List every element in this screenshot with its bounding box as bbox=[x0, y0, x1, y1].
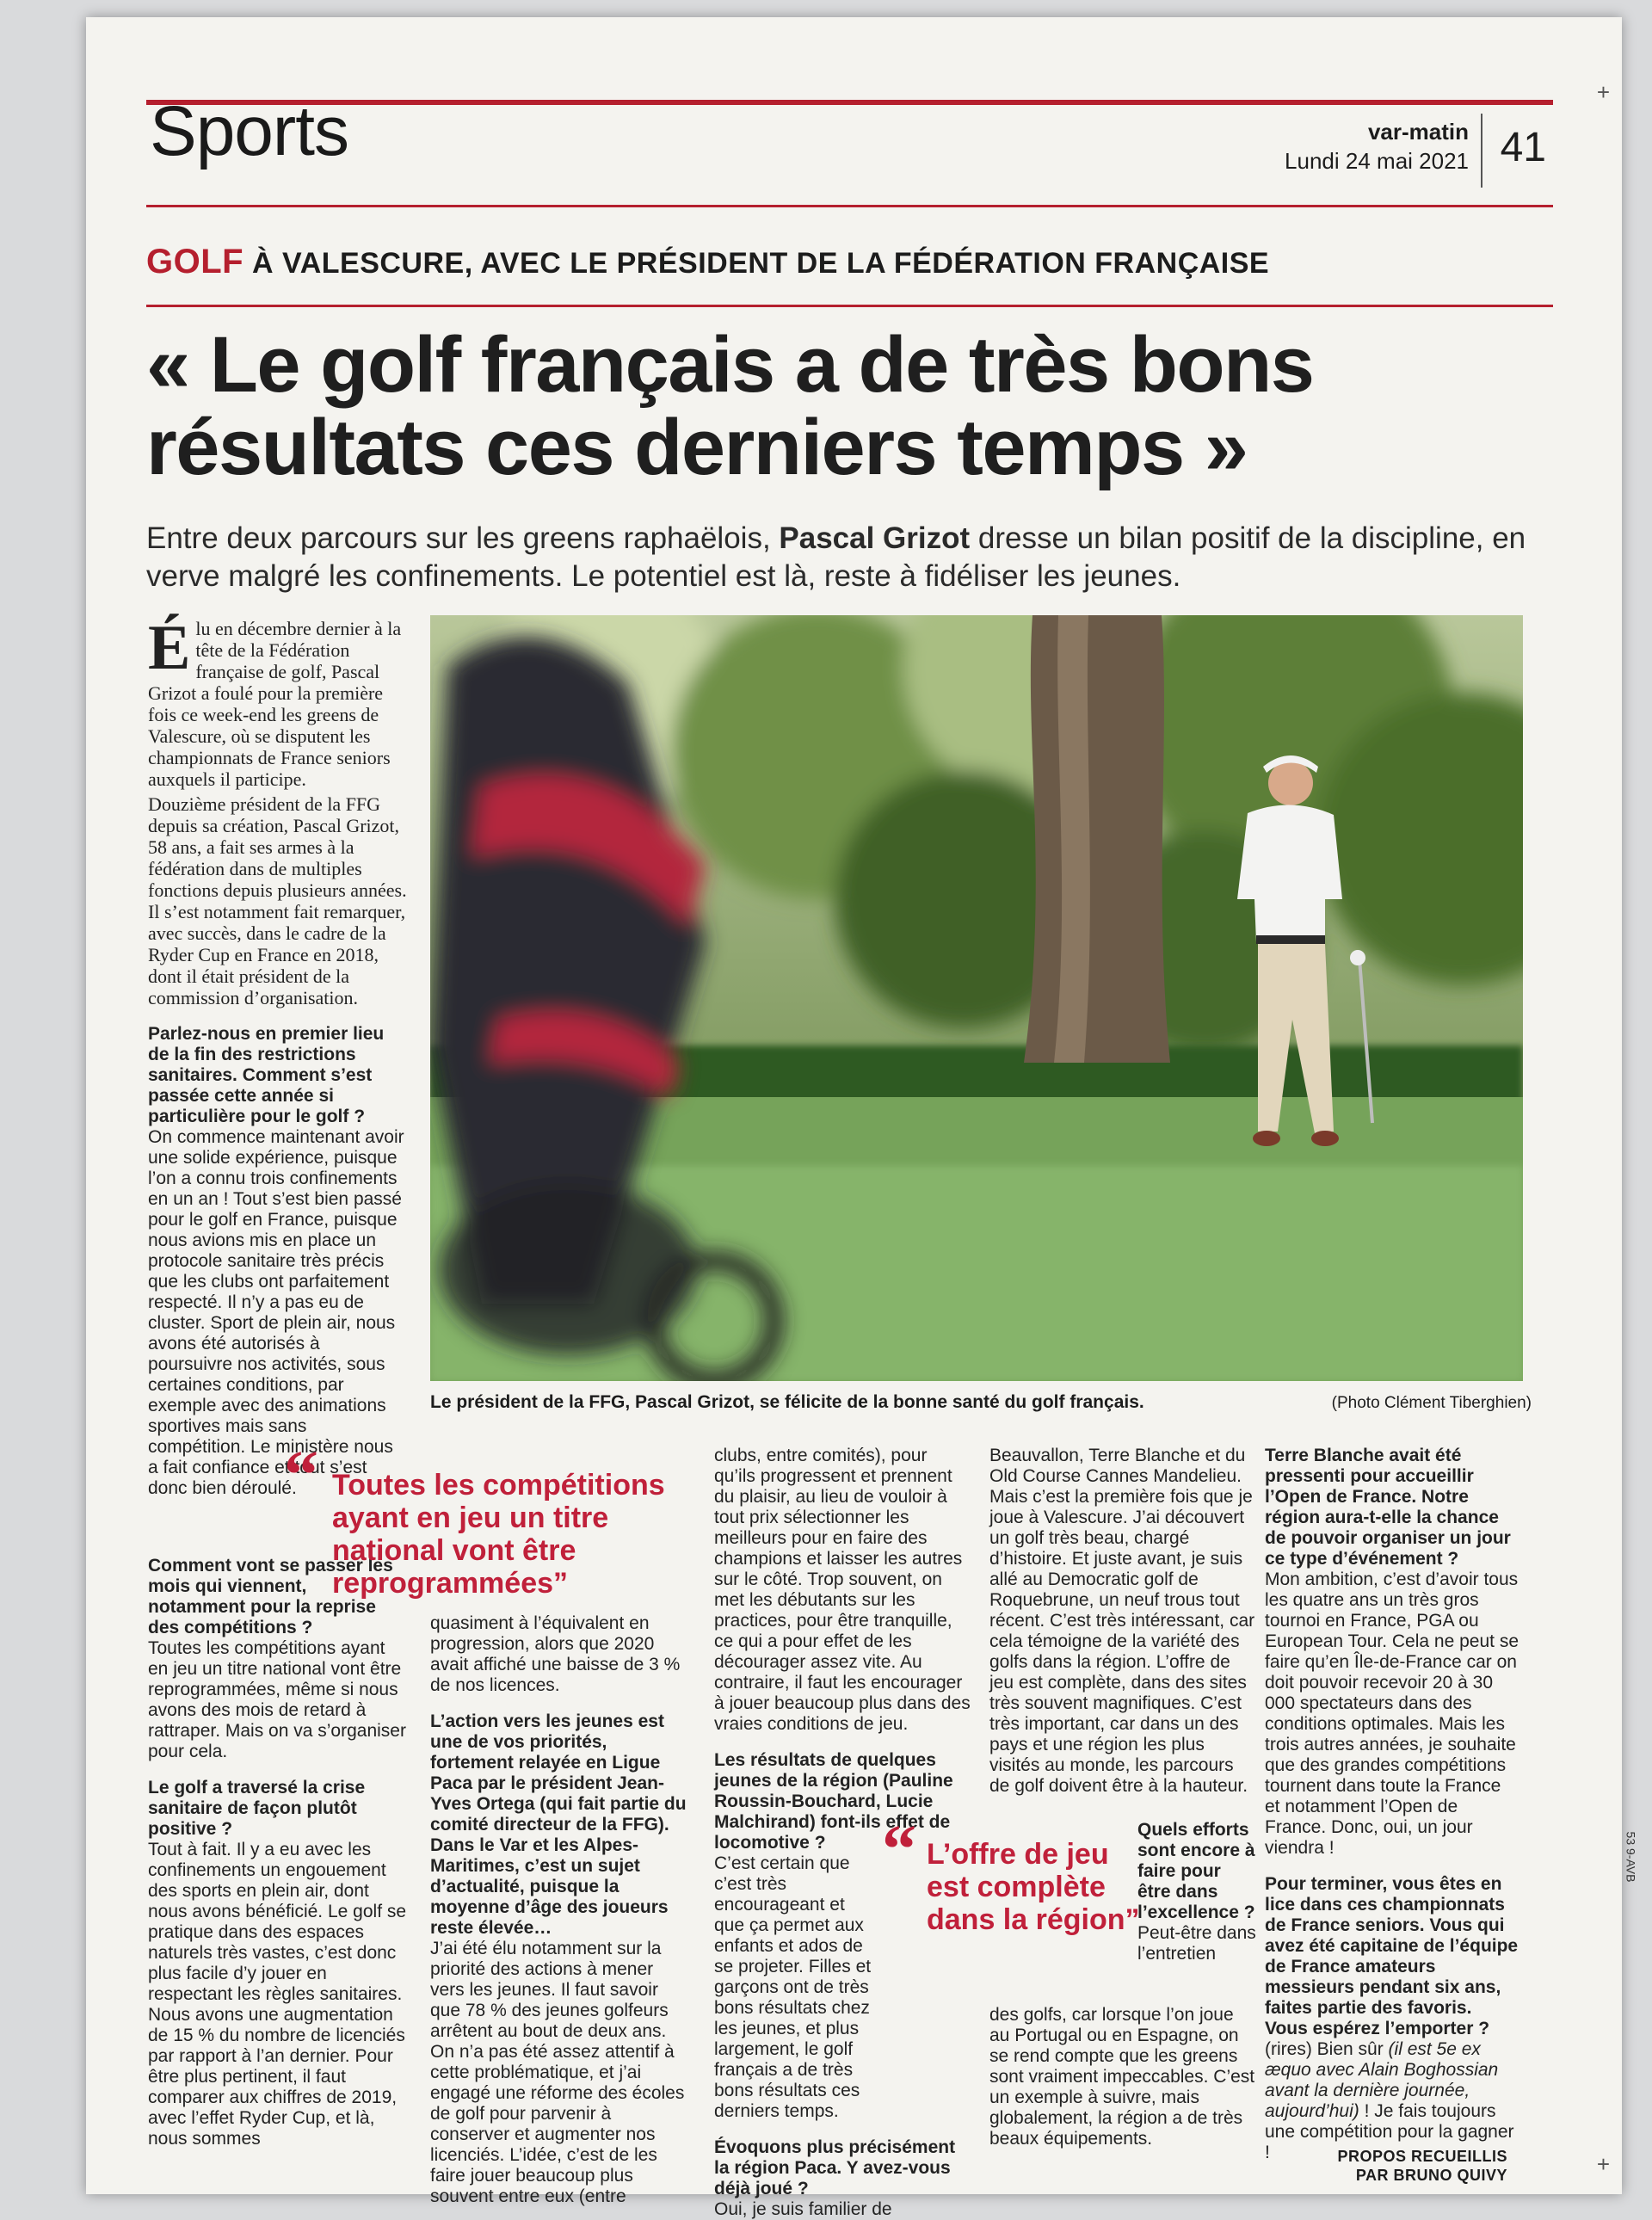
answer: J’ai été élu notamment sur la priorité des actions à mener vers les jeunes. Il faut savoir que 78 % des jeunes golfeurs arrêtent au bout de deux ans. On n’a pas été assez attentif à cette problématique, et j’ai engagé une réforme des écoles de golf pour parvenir à conserver et augmenter nos licenciés. L’idée, c’est de les faire jouer beaucoup plus souvent entre eux (entre bbox=[430, 1939, 685, 2206]
pullquote-text: L’offre de jeu est complète dans la région” bbox=[927, 1838, 1140, 1936]
question: Terre Blanche avait été pressenti pour accueillir l’Open de France. Notre région aura-t-elle la chance de pouvoir organiser un jour ce type d’événement ? bbox=[1265, 1446, 1511, 1569]
answer: quasiment à l’équivalent en progression, alors que 2020 avait affiché une baisse de 3 % de nos licences. bbox=[430, 1613, 681, 1695]
headline: « Le golf français a de très bons résultats ces derniers temps » bbox=[146, 321, 1314, 491]
page-number: 41 bbox=[1500, 125, 1546, 170]
kicker-text: À VALESCURE, AVEC LE PRÉSIDENT DE LA FÉDÉRATION FRANÇAISE bbox=[252, 247, 1270, 280]
margin-code: 53 9-AVB bbox=[1624, 1831, 1638, 1883]
answer: Mon ambition, c’est d’avoir tous les quatre ans un très gros tournoi en France, PGA ou European Tour. Cela ne peut se faire qu’en Île-de-France car on doit pouvoir recevoir 20 à 30 000 spectateurs dans des conditions optimales. Mais les trois autres années, je souhaite que des grandes compétitions tournent dans toute la France et notamment l’Open de France. Donc, oui, un jour viendra ! bbox=[1265, 1569, 1519, 1858]
column-4 bbox=[989, 1446, 1256, 1797]
header-rule bbox=[146, 205, 1553, 207]
issue-date: Lundi 24 mai 2021 bbox=[1285, 148, 1469, 174]
registration-mark: + bbox=[1596, 79, 1610, 105]
pullquote-1 bbox=[284, 1438, 680, 1605]
question: Les résultats de quelques jeunes de la région (Pauline Roussin-Bouchard, Lucie Malchirand) font-ils effet de locomotive ? bbox=[714, 1750, 953, 1853]
answer: Toutes les compétitions ayant en jeu un titre national vont être reprogrammées, même si nous avons des mois de retard à rattraper. Mais on va s’organiser pour cela. bbox=[148, 1638, 406, 1761]
question: Pour terminer, vous êtes en lice dans ces championnats de France seniors. Vous qui avez été capitaine de l’équipe de France amateurs messieurs pendant six ans, faites partie des favoris. Vous espérez l’emporter ? bbox=[1265, 1874, 1519, 2038]
standfirst: Entre deux parcours sur les greens raphaëlois, Pascal Grizot dresse un bilan positif de la discipline, en verve malgré les confinements. Le potentiel est là, reste à fidéliser les jeunes. bbox=[146, 521, 1526, 593]
question: Parlez-nous en premier lieu de la fin des restrictions sanitaires. Comment s’est passée cette année si particulière pour le golf ? bbox=[148, 1024, 385, 1126]
kicker bbox=[146, 243, 1269, 281]
newspaper-page bbox=[86, 17, 1638, 2219]
folio-divider bbox=[1481, 114, 1482, 188]
column-4-side bbox=[1137, 1820, 1258, 1964]
answer: des golfs, car lorsque l’on joue au Portugal ou en Espagne, on se rend compte que les greens sont vraiment impeccables. C’est un exemple à suivre, mais globalement, la région a de très beaux équipements. bbox=[989, 2005, 1255, 2149]
quote-mark-icon: “ bbox=[882, 1812, 916, 1888]
column-4-bottom bbox=[989, 2005, 1256, 2149]
kicker-rule bbox=[146, 305, 1553, 307]
photo-credit: (Photo Clément Tiberghien) bbox=[1331, 1394, 1532, 1412]
answer: On commence maintenant avoir une solide expérience, puisque l’on a connu trois confinements en un an ! Tout s’est bien passé pour le golf en France, puisque nous avions mis en place un protocole sanitaire très précis que les clubs ont parfaitement respecté. Il n’y a pas eu de cluster. Sport de plein air, nous avons été autorisés à poursuivre nos activités, sous certaines conditions, par exemple avec des animations sportives mais sans compétition. Le ministère nous a fait confiance et tout s’est donc bien déroulé. bbox=[148, 1127, 404, 1498]
pullquote-2 bbox=[882, 1812, 1166, 1988]
kicker-topic: GOLF bbox=[146, 243, 244, 281]
quote-mark-icon: “ bbox=[284, 1438, 318, 1514]
question: Quels efforts sont encore à faire pour être dans l’excellence ? bbox=[1137, 1820, 1255, 1922]
question: Comment vont se passer les mois qui viennent, notamment pour la reprise des compétitions ? bbox=[148, 1556, 393, 1637]
answer: C’est certain que c’est très encourageant et que ça permet aux enfants et ados de se projeter. Filles et garçons ont de très bons résultats chez les jeunes, et plus largement, le golf français a de très bons résultats ces derniers temps. bbox=[714, 1853, 872, 2121]
question: Le golf a traversé la crise sanitaire de façon plutôt positive ? bbox=[148, 1778, 366, 1839]
standfirst-name: Pascal Grizot bbox=[779, 521, 971, 555]
answer: Tout à fait. Il y a eu avec les confinements un engouement des sports en plein air, dont nous avons bénéficié. Le golf se pratique dans des espaces naturels très vastes, c’est donc plus facile d’y jouer en respectant les règles sanitaires. Nous avons une augmentation de 15 % du nombre de licenciés par rapport à l’an dernier. Pour être plus pertinent, il faut comparer aux chiffres de 2019, avec l’effet Ryder Cup, et là, nous sommes bbox=[148, 1840, 407, 2149]
photo-caption: Le président de la FFG, Pascal Grizot, se félicite de la bonne santé du golf français. bbox=[430, 1392, 1144, 1412]
question: Évoquons plus précisément la région Paca. Y avez-vous déjà joué ? bbox=[714, 2137, 956, 2198]
answer: (rires) Bien sûr (il est 5e ex æquo avec Alain Boghossian avant la dernière journée, aujourd’hui) ! Je fais toujours une compétition pour la gagner ! bbox=[1265, 2039, 1514, 2162]
pullquote-text: Toutes les compétitions ayant en jeu un titre national vont être reprogrammées” bbox=[332, 1469, 665, 1600]
golfer-photo bbox=[430, 615, 1523, 1381]
answer: Peut-être dans l’entretien bbox=[1137, 1923, 1256, 1964]
drop-cap: É bbox=[148, 613, 191, 683]
top-rule bbox=[146, 100, 1553, 105]
paper-name: var-matin bbox=[1367, 119, 1469, 145]
answer: Oui, je suis familier de bbox=[714, 2199, 892, 2219]
page-content bbox=[146, 17, 1553, 2219]
column-5 bbox=[1265, 1446, 1519, 2163]
registration-mark: + bbox=[1596, 2151, 1610, 2177]
article-photo bbox=[430, 615, 1523, 1381]
column-2 bbox=[430, 1613, 688, 2207]
byline: PROPOS RECUEILLIS PAR BRUNO QUIVY bbox=[1337, 2148, 1507, 2184]
section-title: Sports bbox=[150, 92, 348, 170]
question: L’action vers les jeunes est une de vos priorités, fortement relayée en Ligue Paca par le président Jean-Yves Ortega (qui fait partie du comité directeur de la FFG). Dans le Var et les Alpes-Maritimes, c’est un sujet d’actualité, puisque la moyenne d’âge des joueurs reste élevée… bbox=[430, 1711, 687, 1938]
column-1: Élu en décembre dernier à la tête de la Fédération française de golf, Pascal Grizot a foulé pour la première fois ce week-end les greens de Valescure, où se disputent les championnats de France seniors auxquels il participe. Douzième président de la FFG depuis sa création, Pascal Grizot, 58 ans, a fait ses armes à la fédération dans de multiples fonctions depuis plusieurs années. Il s’est notamment fait remarquer, avec succès, dans le cadre de la Ryder Cup en France en 2018, dont il était président de la commission d’organisation. Parlez-nous en premier lieu de la fin des restrictions sanitaires. Comment s’est passée cette année si particulière pour le golf ? On commence maintenant avoir une solide expérience, puisque l’on a connu trois confinements en un an ! Tout s’est bien passé pour le golf en France, puisque nous avions mis en place un protocole sanitaire très précis que les clubs ont parfaitement respecté. Il n’y a pas eu de cluster. Sport de plein air, nous avons été autorisés à poursuivre nos activités, sous certaines conditions, par exemple avec des animations sportives mais sans compétition. Le ministère nous a fait confiance et tout s’est donc bien déroulé. bbox=[148, 613, 407, 1498]
answer: Beauvallon, Terre Blanche et du Old Course Cannes Mandelieu. Mais c’est la première fois que je joue à Valescure. J’ai découvert un golf très beau, chargé d’histoire. Et juste avant, je suis allé au Democratic golf de Roquebrune, un neuf trous tout récent. C’est très intéressant, car cela témoigne de la variété des golfs dans la région. L’offre de jeu est complète, dans des sites très souvent magnifiques. C’est très important, car dans un des pays et une région les plus visités au monde, les parcours de golf doivent être à la hauteur. bbox=[989, 1446, 1255, 1796]
answer: clubs, entre comités), pour qu’ils progressent et prennent du plaisir, au lieu de vouloir à tout prix sélectionner les meilleurs pour en faire des champions et laisser les autres sur le côté. Trop souvent, on met les débutants sur les practices, pour être tranquille, ce qui a pour effet de les décourager assez vite. Au contraire, il faut les encourager à jouer beaucoup plus dans des vraies conditions de jeu. bbox=[714, 1446, 971, 1734]
